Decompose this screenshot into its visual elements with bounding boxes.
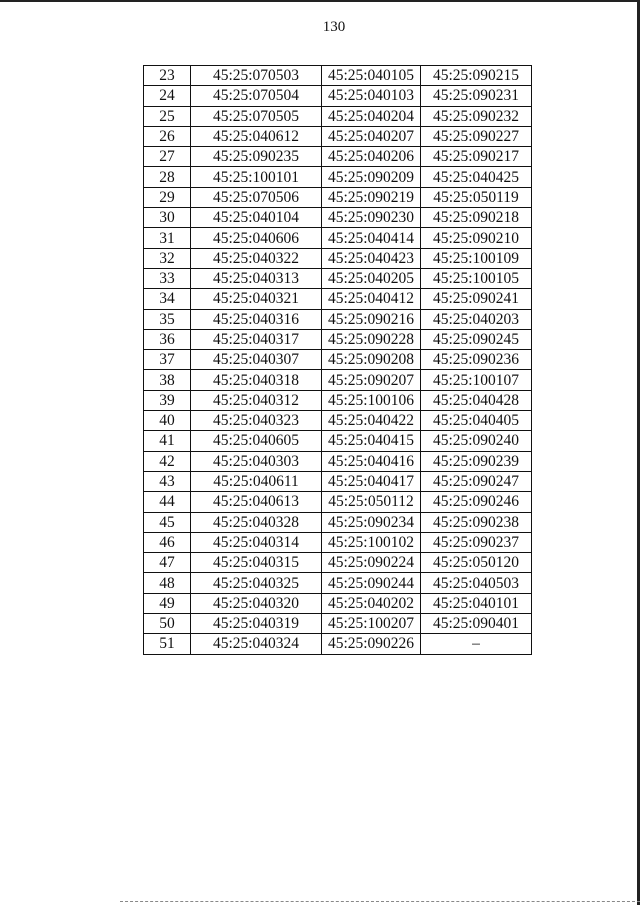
code-cell-col2: 45:25:040204: [322, 106, 421, 126]
page-number: 130: [322, 19, 346, 35]
row-number-cell: 38: [144, 370, 191, 390]
scan-border-bottom: [120, 901, 640, 903]
code-cell-col2: 45:25:040422: [322, 411, 421, 431]
code-cell-col1: 45:25:040104: [191, 208, 322, 228]
code-cell-col1: 45:25:040320: [191, 593, 322, 613]
code-cell-col1: 45:25:040316: [191, 309, 322, 329]
code-cell-col2: 45:25:040423: [322, 248, 421, 268]
code-cell-col3: 45:25:090241: [421, 289, 532, 309]
row-number-cell: 32: [144, 248, 191, 268]
code-cell-col2: 45:25:090226: [322, 634, 421, 654]
table-row: [144, 512, 532, 532]
row-number-cell: 30: [144, 208, 191, 228]
row-number-cell: 47: [144, 553, 191, 573]
row-number-cell: 24: [144, 86, 191, 106]
row-number-cell: 25: [144, 106, 191, 126]
table-row: [144, 593, 532, 613]
row-number-cell: 45: [144, 512, 191, 532]
code-cell-col1: 45:25:040322: [191, 248, 322, 268]
code-cell-col3: 45:25:090217: [421, 147, 532, 167]
row-number-cell: 43: [144, 471, 191, 491]
code-cell-col1: 45:25:040303: [191, 451, 322, 471]
table-row: [144, 329, 532, 349]
row-number-cell: 27: [144, 147, 191, 167]
code-cell-col1: 45:25:040312: [191, 390, 322, 410]
code-cell-col2: 45:25:090207: [322, 370, 421, 390]
code-cell-col2: 45:25:090219: [322, 187, 421, 207]
code-cell-col3: 45:25:090227: [421, 126, 532, 146]
table-row: [144, 411, 532, 431]
table-row: [144, 106, 532, 126]
table-row: [144, 451, 532, 471]
code-cell-col3: 45:25:090215: [421, 66, 532, 86]
code-cell-col3: 45:25:090401: [421, 614, 532, 634]
code-cell-col3: 45:25:090247: [421, 471, 532, 491]
code-cell-col2: 45:25:050112: [322, 492, 421, 512]
code-cell-col1: 45:25:040611: [191, 471, 322, 491]
table-row: [144, 268, 532, 288]
code-cell-col1: 45:25:040313: [191, 268, 322, 288]
code-cell-col3: 45:25:090245: [421, 329, 532, 349]
row-number-cell: 41: [144, 431, 191, 451]
code-cell-col2: 45:25:100207: [322, 614, 421, 634]
code-cell-col2: 45:25:040415: [322, 431, 421, 451]
code-cell-col3: 45:25:090232: [421, 106, 532, 126]
table-row: [144, 634, 532, 654]
code-cell-col3: 45:25:090218: [421, 208, 532, 228]
row-number-cell: 36: [144, 329, 191, 349]
code-cell-col2: 45:25:100106: [322, 390, 421, 410]
code-cell-col2: 45:25:040103: [322, 86, 421, 106]
code-cell-col3: 45:25:040428: [421, 390, 532, 410]
code-cell-col2: 45:25:040414: [322, 228, 421, 248]
code-cell-col2: 45:25:090234: [322, 512, 421, 532]
table-row: [144, 614, 532, 634]
code-cell-col1: 45:25:040321: [191, 289, 322, 309]
code-cell-col3: 45:25:050119: [421, 187, 532, 207]
code-cell-col2: 45:25:090208: [322, 350, 421, 370]
code-cell-col2: 45:25:040412: [322, 289, 421, 309]
code-cell-col1: 45:25:040324: [191, 634, 322, 654]
code-cell-col1: 45:25:040606: [191, 228, 322, 248]
table-row: [144, 228, 532, 248]
table-row: [144, 471, 532, 491]
table-row: [144, 390, 532, 410]
code-cell-col1: 45:25:040323: [191, 411, 322, 431]
row-number-cell: 49: [144, 593, 191, 613]
code-cell-col1: 45:25:040612: [191, 126, 322, 146]
table-row: [144, 248, 532, 268]
row-number-cell: 40: [144, 411, 191, 431]
row-number-cell: 35: [144, 309, 191, 329]
code-cell-col1: 45:25:040613: [191, 492, 322, 512]
code-cell-col1: 45:25:070504: [191, 86, 322, 106]
row-number-cell: 29: [144, 187, 191, 207]
code-cell-col1: 45:25:040325: [191, 573, 322, 593]
row-number-cell: 51: [144, 634, 191, 654]
code-cell-col1: 45:25:100101: [191, 167, 322, 187]
row-number-cell: 48: [144, 573, 191, 593]
code-cell-col1: 45:25:040328: [191, 512, 322, 532]
code-cell-col2: 45:25:090228: [322, 329, 421, 349]
code-cell-col2: 45:25:040206: [322, 147, 421, 167]
code-cell-col3: 45:25:090246: [421, 492, 532, 512]
code-cell-col1: 45:25:040314: [191, 532, 322, 552]
code-cell-col3: 45:25:050120: [421, 553, 532, 573]
row-number-cell: 50: [144, 614, 191, 634]
code-cell-col3: –: [421, 634, 532, 654]
code-cell-col1: 45:25:040318: [191, 370, 322, 390]
code-cell-col2: 45:25:040207: [322, 126, 421, 146]
row-number-cell: 33: [144, 268, 191, 288]
code-cell-col3: 45:25:040203: [421, 309, 532, 329]
table-row: [144, 66, 532, 86]
code-cell-col3: 45:25:090240: [421, 431, 532, 451]
row-number-cell: 28: [144, 167, 191, 187]
row-number-cell: 34: [144, 289, 191, 309]
code-cell-col2: 45:25:040202: [322, 593, 421, 613]
code-cell-col2: 45:25:090224: [322, 553, 421, 573]
row-number-cell: 26: [144, 126, 191, 146]
scan-border-top: [0, 0, 640, 2]
table-row: [144, 553, 532, 573]
code-cell-col1: 45:25:040307: [191, 350, 322, 370]
table-row: [144, 147, 532, 167]
row-number-cell: 46: [144, 532, 191, 552]
row-number-cell: 37: [144, 350, 191, 370]
code-cell-col3: 45:25:100109: [421, 248, 532, 268]
code-cell-col1: 45:25:040315: [191, 553, 322, 573]
code-cell-col1: 45:25:070506: [191, 187, 322, 207]
code-cell-col2: 45:25:040205: [322, 268, 421, 288]
code-cell-col1: 45:25:040319: [191, 614, 322, 634]
code-cell-col1: 45:25:040317: [191, 329, 322, 349]
table-row: [144, 492, 532, 512]
code-cell-col2: 45:25:040417: [322, 471, 421, 491]
row-number-cell: 31: [144, 228, 191, 248]
row-number-cell: 23: [144, 66, 191, 86]
code-cell-col3: 45:25:090237: [421, 532, 532, 552]
table-row: [144, 289, 532, 309]
table-row: [144, 126, 532, 146]
table-row: [144, 370, 532, 390]
code-cell-col2: 45:25:090230: [322, 208, 421, 228]
code-cell-col2: 45:25:040416: [322, 451, 421, 471]
code-cell-col3: 45:25:040405: [421, 411, 532, 431]
table-row: [144, 532, 532, 552]
table-row: [144, 431, 532, 451]
row-number-cell: 42: [144, 451, 191, 471]
table-row: [144, 350, 532, 370]
table-row: [144, 208, 532, 228]
code-cell-col1: 45:25:090235: [191, 147, 322, 167]
table-row: [144, 309, 532, 329]
code-cell-col3: 45:25:090238: [421, 512, 532, 532]
code-cell-col3: 45:25:090239: [421, 451, 532, 471]
code-cell-col3: 45:25:100107: [421, 370, 532, 390]
row-number-cell: 39: [144, 390, 191, 410]
code-cell-col3: 45:25:090210: [421, 228, 532, 248]
code-cell-col2: 45:25:100102: [322, 532, 421, 552]
code-cell-col3: 45:25:040425: [421, 167, 532, 187]
code-cell-col3: 45:25:090236: [421, 350, 532, 370]
code-cell-col1: 45:25:070505: [191, 106, 322, 126]
table-body: [144, 66, 532, 655]
code-cell-col2: 45:25:090209: [322, 167, 421, 187]
code-cell-col2: 45:25:040105: [322, 66, 421, 86]
code-cell-col3: 45:25:040503: [421, 573, 532, 593]
cadastral-codes-table: [143, 65, 532, 655]
code-cell-col3: 45:25:040101: [421, 593, 532, 613]
code-cell-col3: 45:25:100105: [421, 268, 532, 288]
table-row: [144, 187, 532, 207]
row-number-cell: 44: [144, 492, 191, 512]
table-row: [144, 86, 532, 106]
code-cell-col2: 45:25:090244: [322, 573, 421, 593]
code-cell-col1: 45:25:040605: [191, 431, 322, 451]
code-cell-col2: 45:25:090216: [322, 309, 421, 329]
table-row: [144, 167, 532, 187]
table-row: [144, 573, 532, 593]
code-cell-col3: 45:25:090231: [421, 86, 532, 106]
code-cell-col1: 45:25:070503: [191, 66, 322, 86]
